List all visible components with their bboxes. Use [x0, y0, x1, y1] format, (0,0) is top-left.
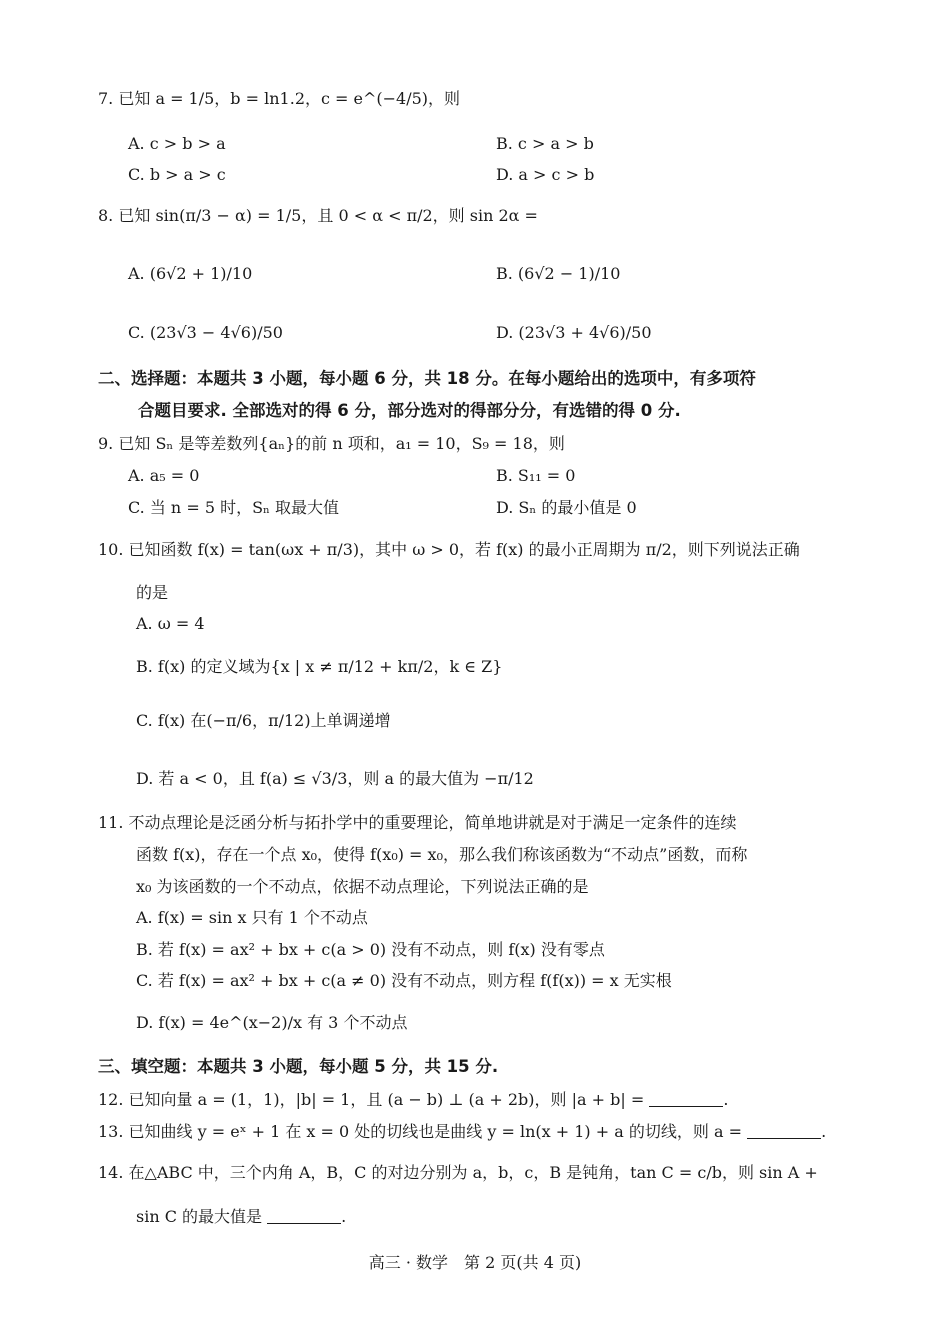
q14-text: sin C 的最大值是 [136, 1207, 263, 1226]
q11-option-c: C. 若 f(x) = ax² + bx + c(a ≠ 0) 没有不动点，则方程 f(f(x)) = x 无实根 [136, 971, 672, 990]
q9-option-c: C. 当 n = 5 时，Sₙ 取最大值 [128, 498, 340, 517]
q7-option-c: C. b > a > c [128, 165, 226, 184]
q11-stem: 11. 不动点理论是泛函分析与拓扑学中的重要理论，简单地讲就是对于满足一定条件的连续 [98, 813, 737, 832]
q8-option-a: A. (6√2 + 1)/10 [128, 264, 253, 283]
q7-option-b: B. c > a > b [496, 134, 594, 153]
q14-line2: sin C 的最大值是 . [136, 1207, 347, 1226]
q10-option-a: A. ω = 4 [136, 614, 205, 633]
q10-option-d: D. 若 a < 0，且 f(a) ≤ √3/3，则 a 的最大值为 −π/12 [136, 769, 534, 788]
q8-stem: 8. 已知 sin(π/3 − α) = 1/5，且 0 < α < π/2，则 sin 2α = [98, 206, 538, 225]
q8-option-d: D. (23√3 + 4√6)/50 [496, 323, 652, 342]
section-2-note: 合题目要求. 全部选对的得 6 分，部分选对的得部分分，有选错的得 0 分. [138, 401, 681, 420]
q7-option-d: D. a > c > b [496, 165, 595, 184]
page-footer: 高三 · 数学 第 2 页(共 4 页) [368, 1253, 582, 1272]
q13-answer-blank [747, 1122, 821, 1139]
q10-option-c: C. f(x) 在(−π/6，π/12)上单调递增 [136, 711, 391, 730]
q10-option-b: B. f(x) 的定义域为{x | x ≠ π/12 + kπ/2，k ∈ Z} [136, 657, 503, 676]
q13-text: 13. 已知曲线 y = eˣ + 1 在 x = 0 处的切线也是曲线 y = ln(x + 1) + a 的切线，则 a = [98, 1122, 742, 1141]
q9-option-d: D. Sₙ 的最小值是 0 [496, 498, 637, 517]
q11-option-d: D. f(x) = 4e^(x−2)/x 有 3 个不动点 [136, 1013, 408, 1032]
q12-text: 12. 已知向量 a = (1，1)，|b| = 1，且 (a − b) ⊥ (a + 2b)，则 |a + b| = [98, 1090, 645, 1109]
q7-stem: 7. 已知 a = 1/5，b = ln1.2，c = e^(−4/5)，则 [98, 89, 461, 108]
q9-stem: 9. 已知 Sₙ 是等差数列{aₙ}的前 n 项和，a₁ = 10，S₉ = 18，则 [98, 434, 565, 453]
q7-option-a: A. c > b > a [128, 134, 226, 153]
q11-stem-line3: x₀ 为该函数的一个不动点，依据不动点理论，下列说法正确的是 [136, 877, 589, 896]
q10-stem: 10. 已知函数 f(x) = tan(ωx + π/3)，其中 ω > 0，若 f(x) 的最小正周期为 π/2，则下列说法正确 [98, 540, 800, 559]
q9-option-b: B. S₁₁ = 0 [496, 466, 576, 485]
q8-option-b: B. (6√2 − 1)/10 [496, 264, 621, 283]
q10-stem-cont: 的是 [136, 583, 169, 602]
q11-option-a: A. f(x) = sin x 只有 1 个不动点 [136, 908, 368, 927]
section-2-title: 二、选择题：本题共 3 小题，每小题 6 分，共 18 分。在每小题给出的选项中，有多项符 [98, 369, 756, 388]
q12-line: 12. 已知向量 a = (1，1)，|b| = 1，且 (a − b) ⊥ (a + 2b)，则 |a + b| = . [98, 1090, 729, 1109]
q11-option-b: B. 若 f(x) = ax² + bx + c(a > 0) 没有不动点，则 f(x) 没有零点 [136, 940, 605, 959]
q12-answer-blank [649, 1090, 723, 1107]
q13-line: 13. 已知曲线 y = eˣ + 1 在 x = 0 处的切线也是曲线 y = ln(x + 1) + a 的切线，则 a = . [98, 1122, 827, 1141]
q14-stem: 14. 在△ABC 中，三个内角 A，B，C 的对边分别为 a，b，c，B 是钝角，tan C = c/b，则 sin A + [98, 1163, 818, 1182]
q14-answer-blank [267, 1207, 341, 1224]
q9-option-a: A. a₅ = 0 [128, 466, 200, 485]
section-3-title: 三、填空题：本题共 3 小题，每小题 5 分，共 15 分. [98, 1057, 499, 1076]
q11-stem-line2: 函数 f(x)，存在一个点 x₀，使得 f(x₀) = x₀，那么我们称该函数为“不动点”函数，而称 [136, 845, 748, 864]
q8-option-c: C. (23√3 − 4√6)/50 [128, 323, 283, 342]
